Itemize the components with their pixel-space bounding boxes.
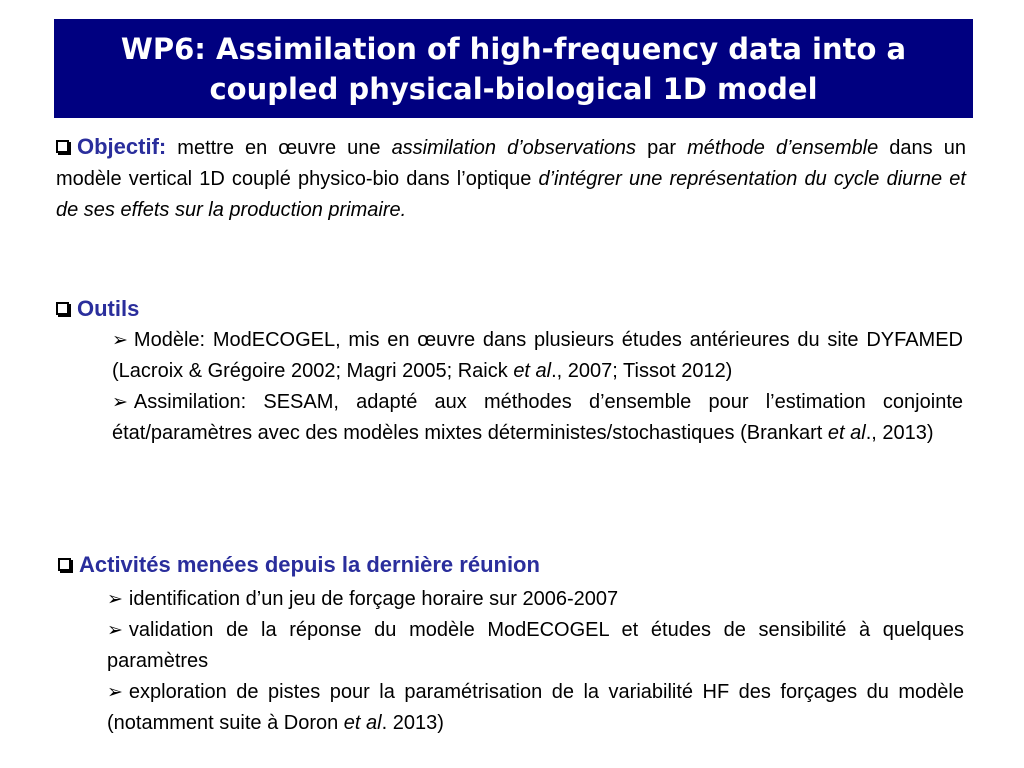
hollow-square-icon	[58, 558, 71, 571]
slide-title	[54, 19, 973, 118]
outils-list	[112, 325, 963, 449]
arrowhead-icon: ➢	[112, 392, 128, 413]
outils-item-1-text-3: ., 2007; Tissot 2012)	[551, 360, 733, 382]
objectif-paragraph	[56, 131, 966, 226]
list-item	[107, 677, 964, 739]
activites-item-3-text-1: exploration de pistes pour la paramétrisation de la variabilité HF des forçages du modèle (notamment suite à Doron	[107, 681, 964, 734]
activites-section	[58, 549, 968, 734]
arrowhead-icon: ➢	[112, 330, 128, 351]
objectif-heading-colon: :	[158, 134, 167, 159]
slide-title-line-2: coupled physical-biological 1D model	[209, 71, 818, 106]
list-item	[112, 387, 963, 449]
objectif-heading: Objectif	[77, 134, 159, 159]
objectif-text-6: d’intégrer une représentation du cycle diurne et de ses effets sur la production primaire.	[56, 168, 966, 221]
objectif-text-4: méthode d’ensemble	[687, 137, 879, 159]
activites-heading-line	[58, 549, 968, 582]
outils-item-1-text-1: Modèle: ModECOGEL, mis en œuvre dans plusieurs études antérieures du site DYFAMED (Lacroix & Grégoire 2002; Magri 2005; Raick	[112, 329, 963, 382]
arrowhead-icon: ➢	[107, 589, 123, 610]
list-item	[107, 615, 964, 677]
activites-list	[107, 584, 964, 739]
objectif-text-3: par	[636, 137, 688, 159]
outils-item-2-text-1: Assimilation: SESAM, adapté aux méthodes d’ensemble pour l’estimation conjointe état/paramètres avec des modèles mixtes déterministes/stochastiques (Brankart	[112, 391, 963, 444]
hollow-square-icon	[56, 302, 69, 315]
objectif-text-5: dans un modèle vertical 1D couplé physico-bio dans l’optique	[56, 137, 966, 190]
outils-item-1-text-2: et al	[513, 360, 552, 382]
outils-section	[56, 293, 966, 444]
slide-title-line-1: WP6: Assimilation of high-frequency data into a	[120, 31, 907, 66]
outils-heading: Outils	[77, 296, 140, 321]
activites-item-3-text-3: . 2013)	[381, 712, 444, 734]
hollow-square-icon	[56, 140, 69, 153]
arrowhead-icon: ➢	[107, 682, 123, 703]
outils-item-2-text-3: ., 2013)	[865, 422, 934, 444]
objectif-section	[56, 131, 966, 226]
activites-item-2-text: validation de la réponse du modèle ModECOGEL et études de sensibilité à quelques paramètres	[107, 619, 964, 672]
arrowhead-icon: ➢	[107, 620, 123, 641]
list-item	[112, 325, 963, 387]
outils-item-2-text-2: et al	[827, 422, 866, 444]
objectif-text-1: mettre en œuvre une	[166, 137, 392, 159]
activites-item-1-text: identification d’un jeu de forçage horaire sur 2006-2007	[128, 588, 619, 610]
list-item	[107, 584, 964, 615]
activites-heading: Activités menées depuis la dernière réunion	[79, 552, 540, 577]
activites-item-3-text-2: et al	[343, 712, 382, 734]
outils-heading-line	[56, 293, 966, 326]
objectif-text-2: assimilation d’observations	[391, 137, 637, 159]
